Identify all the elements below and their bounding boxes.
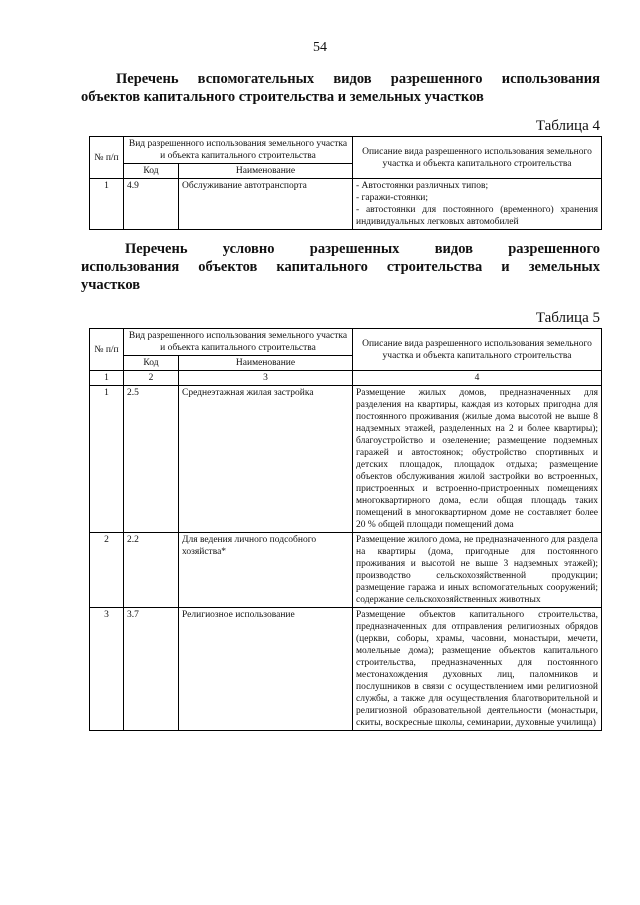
heading-line: Перечень вспомогательных видов разрешенного использования <box>116 71 600 87</box>
row-num: 1 <box>90 179 124 230</box>
header-description: Описание вида разрешенного использования земельного участка и объекта капитального строительства <box>353 329 602 371</box>
heading-line: Перечень условно разрешенных видов разрешенного <box>125 241 600 257</box>
heading-line: участков <box>81 277 141 293</box>
heading-line: использования объектов капитального строительства и земельных <box>81 259 600 275</box>
description-line: - автостоянки для постоянного (временного) хранения индивидуальных легковых автомобилей <box>356 205 598 227</box>
header-code: Код <box>124 356 179 371</box>
table-row <box>90 608 602 731</box>
heading-conditional-uses <box>81 240 600 294</box>
heading-line: объектов капитального строительства и земельных участков <box>81 89 484 105</box>
header-name: Наименование <box>179 356 353 371</box>
row-code: 2.2 <box>124 533 179 608</box>
table-row <box>90 179 602 230</box>
row-num: 3 <box>90 608 124 731</box>
row-description <box>353 179 602 230</box>
header-description: Описание вида разрешенного использования земельного участка и объекта капитального строительства <box>353 137 602 179</box>
row-description: Размещение объектов капитального строительства, предназначенных для отправления религиозных обрядов (церкви, соборы, храмы, часовни, монастыри, мечети, молельные дома); размещение объектов капитального строительства, предназначенных для постоянного местонахождения духовных лиц, паломников и послушников в связи с осуществлением ими религиозной службы, а также для осуществления благотворительной и религиозной образовательной деятельности (монастыри, скиты, воскресные школы, семинарии, духовные училища) <box>353 608 602 731</box>
row-num: 2 <box>90 533 124 608</box>
table-row <box>90 533 602 608</box>
column-number: 3 <box>179 371 353 386</box>
description-line: - Автостоянки различных типов; <box>356 181 489 191</box>
header-name: Наименование <box>179 164 353 179</box>
heading-auxiliary-uses <box>81 70 600 106</box>
row-name: Для ведения личного подсобного хозяйства* <box>179 533 353 608</box>
header-num: № п/п <box>90 329 124 371</box>
column-number: 1 <box>90 371 124 386</box>
column-number: 2 <box>124 371 179 386</box>
row-description: Размещение жилых домов, предназначенных для разделения на квартиры, каждая из которых пригодна для постоянного проживания (жилые дома высотой не выше 8 надземных этажей, разделенных на 2 и более квартиры); благоустройство и озеленение; размещение подземных гаражей и автостоянок; обустройство спортивных и детских площадок, площадок отдыха; размещение объектов обслуживания жилой застройки во встроенных, пристроенных и встроенно-пристроенных помещениях многоквартирного дома, если общая площадь таких помещений в многоквартирном доме не составляет более 20 % общей площади помещений дома <box>353 386 602 533</box>
header-code: Код <box>124 164 179 179</box>
page-number: 54 <box>313 40 327 55</box>
row-name: Религиозное использование <box>179 608 353 731</box>
column-number: 4 <box>353 371 602 386</box>
table-row <box>90 386 602 533</box>
table5 <box>89 328 602 731</box>
header-use-type: Вид разрешенного использования земельного участка и объекта капитального строительства <box>124 329 353 356</box>
table5-caption: Таблица 5 <box>535 310 600 326</box>
row-description: Размещение жилого дома, не предназначенного для раздела на квартиры (дома, пригодные для постоянного проживания и высотой не выше 3 надземных этажей); производство сельскохозяйственной продукции; размещение гаража и иных вспомогательных сооружений; содержание сельскохозяйственных животных <box>353 533 602 608</box>
row-name: Обслуживание автотранспорта <box>179 179 353 230</box>
row-name: Среднеэтажная жилая застройка <box>179 386 353 533</box>
row-num: 1 <box>90 386 124 533</box>
header-num: № п/п <box>90 137 124 179</box>
row-code: 4.9 <box>124 179 179 230</box>
row-code: 2.5 <box>124 386 179 533</box>
row-code: 3.7 <box>124 608 179 731</box>
header-use-type: Вид разрешенного использования земельного участка и объекта капитального строительства <box>124 137 353 164</box>
description-line: - гаражи-стоянки; <box>356 193 429 203</box>
table4 <box>89 136 602 230</box>
table4-caption: Таблица 4 <box>535 118 600 134</box>
